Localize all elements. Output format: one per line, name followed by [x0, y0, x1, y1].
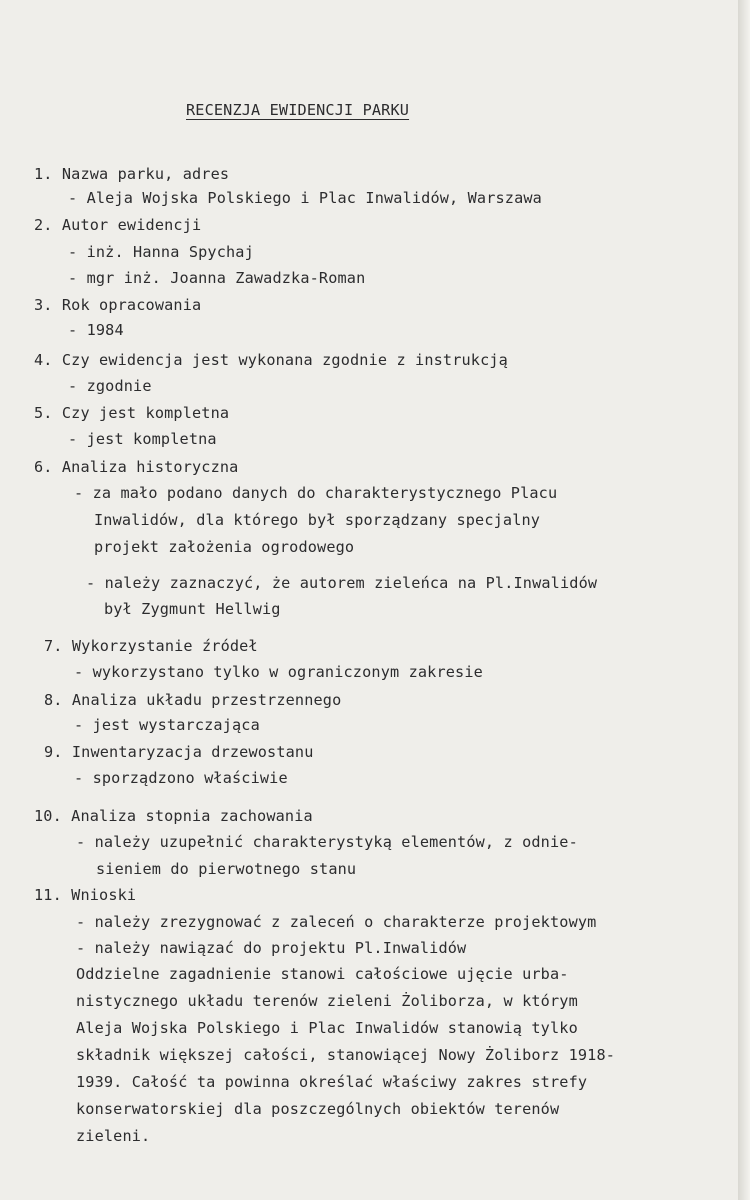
- item-11-text-2: - należy nawiązać do projektu Pl.Inwalidów: [76, 939, 467, 957]
- item-7-heading: 7. Wykorzystanie źródeł: [44, 637, 258, 655]
- item-2-text-1: - inż. Hanna Spychaj: [68, 243, 254, 261]
- item-10-text-1: - należy uzupełnić charakterystyką elementów, z odnie-: [76, 833, 578, 851]
- conclusion-line-4: składnik większej całości, stanowiącej Nowy Żoliborz 1918-: [76, 1046, 616, 1064]
- conclusion-line-7: zieleni.: [76, 1127, 151, 1145]
- item-9-heading: 9. Inwentaryzacja drzewostanu: [44, 743, 314, 761]
- item-5-text: - jest kompletna: [68, 430, 217, 448]
- item-3-text: - 1984: [68, 321, 124, 339]
- item-10-text-2: sieniem do pierwotnego stanu: [96, 860, 357, 878]
- item-6-text-2: Inwalidów, dla którego był sporządzany specjalny: [94, 511, 541, 529]
- item-6-text-1: - za mało podano danych do charakterystycznego Placu: [74, 484, 558, 502]
- item-5-heading: 5. Czy jest kompletna: [34, 404, 230, 422]
- item-6-text-4: - należy zaznaczyć, że autorem zieleńca na Pl.Inwalidów: [86, 574, 598, 592]
- item-1-text: - Aleja Wojska Polskiego i Plac Inwalidów, Warszawa: [68, 189, 542, 207]
- item-10-heading: 10. Analiza stopnia zachowania: [34, 807, 313, 825]
- conclusion-line-3: Aleja Wojska Polskiego i Plac Inwalidów stanowią tylko: [76, 1019, 578, 1037]
- item-8-heading: 8. Analiza układu przestrzennego: [44, 691, 342, 709]
- document-title: RECENZJA EWIDENCJI PARKU: [186, 101, 410, 119]
- conclusion-line-5: 1939. Całość ta powinna określać właściwy zakres strefy: [76, 1073, 588, 1091]
- item-4-text: - zgodnie: [68, 377, 152, 395]
- item-2-text-2: - mgr inż. Joanna Zawadzka-Roman: [68, 269, 366, 287]
- item-8-text: - jest wystarczająca: [74, 716, 260, 734]
- item-9-text: - sporządzono właściwie: [74, 769, 288, 787]
- conclusion-line-2: nistycznego układu terenów zieleni Żoliborza, w którym: [76, 992, 578, 1010]
- item-7-text: - wykorzystano tylko w ograniczonym zakresie: [74, 663, 483, 681]
- item-11-text-1: - należy zrezygnować z zaleceń o charakterze projektowym: [76, 913, 597, 931]
- item-11-heading: 11. Wnioski: [34, 886, 137, 904]
- item-6-text-5: był Zygmunt Hellwig: [104, 600, 281, 618]
- page-edge: [738, 0, 750, 1200]
- conclusion-line-1: Oddzielne zagadnienie stanowi całościowe ujęcie urba-: [76, 965, 569, 983]
- item-3-heading: 3. Rok opracowania: [34, 296, 202, 314]
- item-1-heading: 1. Nazwa parku, adres: [34, 165, 230, 183]
- item-2-heading: 2. Autor ewidencji: [34, 216, 202, 234]
- item-6-heading: 6. Analiza historyczna: [34, 458, 239, 476]
- conclusion-line-6: konserwatorskiej dla poszczególnych obiektów terenów: [76, 1100, 560, 1118]
- item-4-heading: 4. Czy ewidencja jest wykonana zgodnie z instrukcją: [34, 351, 508, 369]
- item-6-text-3: projekt założenia ogrodowego: [94, 538, 355, 556]
